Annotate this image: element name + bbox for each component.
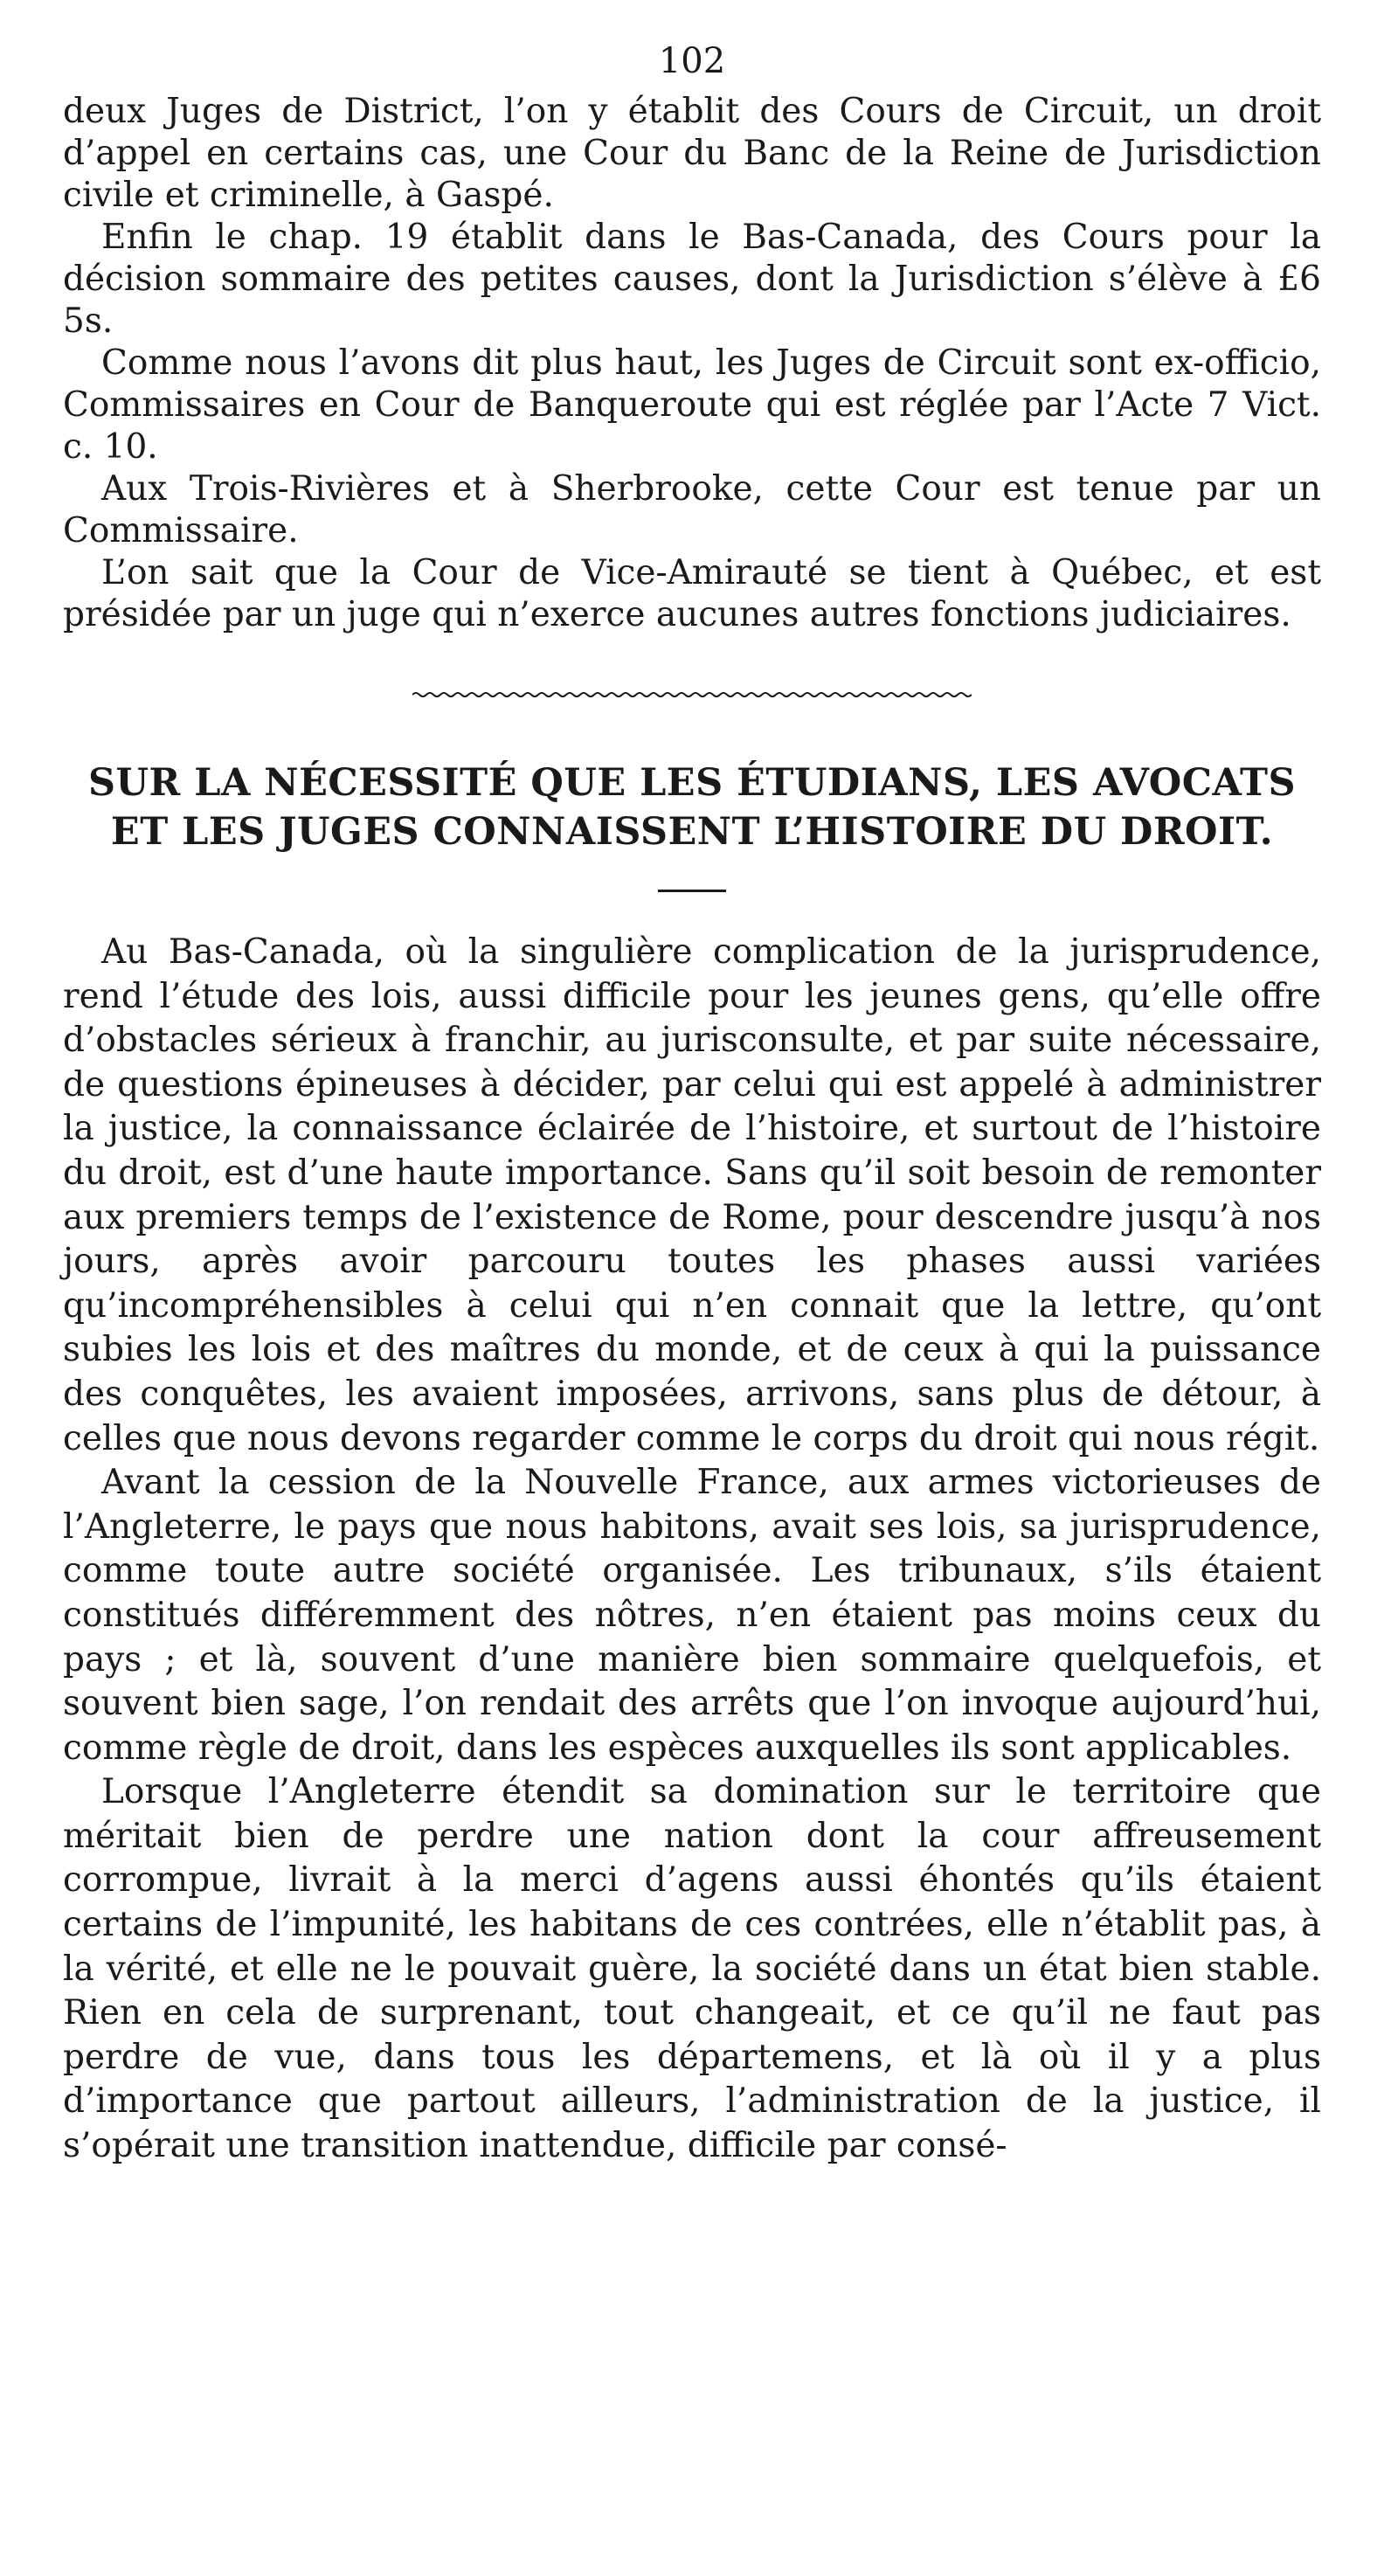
paragraph-vice-amiraute: L’on sait que la Cour de Vice-Amirauté se tient à Québec, et est présidée par un juge qui n’exerce aucunes autres fonctions judiciaires.: [63, 553, 1321, 634]
top-text-block: [63, 91, 1321, 636]
paragraph-continued: deux Juges de District, l’on y établit des Cours de Circuit, un droit d’appel en certains cas, une Cour du Banc de la Reine de Jurisdiction civile et criminelle, à Gaspé.: [63, 92, 1321, 215]
heading-rule: [658, 890, 726, 892]
section-heading-line-1: SUR LA NÉCESSITÉ QUE LES ÉTUDIANS, LES AVOCATS: [87, 761, 1297, 805]
wavy-divider: [412, 690, 972, 699]
wavy-line-icon: [412, 690, 972, 699]
section-body: [63, 931, 1321, 2169]
paragraph-trois-rivieres: Aux Trois-Rivières et à Sherbrooke, cette Cour est tenue par un Commissaire.: [63, 469, 1321, 551]
paragraph-nouvelle-france: Avant la cession de la Nouvelle France, aux armes victorieuses de l’Angleterre, le pays que nous habitons, avait ses lois, sa jurisprudence, comme toute autre société organisée. Les tribunaux, s’ils étaient constitués différemment des nôtres, n’en étaient pas moins ceux du pays ; et là, souvent d’une manière bien sommaire quelquefois, et souvent bien sage, l’on rendait des arrêts que l’on invoque aujourd’hui, comme règle de droit, dans les espèces auxquelles ils sont applicables.: [63, 1463, 1321, 1768]
section-heading-line-2: ET LES JUGES CONNAISSENT L’HISTOIRE DU DROIT.: [110, 810, 1274, 854]
paragraph-angleterre: Lorsque l’Angleterre étendit sa domination sur le territoire que méritait bien de perdre une nation dont la cour affreusement corrompue, livrait à la merci d’agens aussi éhontés qu’ils étaient certains de l’impunité, les habitans de ces contrées, elle n’établit pas, à la vérité, et elle ne le pouvait guère, la société dans un état bien stable. Rien en cela de surprenant, tout changeait, et ce qu’il ne faut pas perdre de vue, dans tous les départemens, et là où il y a plus d’importance que partout ailleurs, l’administration de la justice, il s’opérait une transition inattendue, difficile par consé-: [63, 1772, 1321, 2166]
paragraph-bas-canada: Au Bas-Canada, où la singulière complication de la jurisprudence, rend l’étude des lois, aussi difficile pour les jeunes gens, qu’elle offre d’obstacles sérieux à franchir, au jurisconsulte, et par suite nécessaire, de questions épineuses à décider, par celui qui est appelé à administrer la justice, la connaissance éclairée de l’histoire, et surtout de l’histoire du droit, est d’une haute importance. Sans qu’il soit besoin de remonter aux premiers temps de l’existence de Rome, pour descendre jusqu’à nos jours, après avoir parcouru toutes les phases aussi variées qu’incompréhensibles à celui qui n’en connait que la lettre, qu’ont subies les lois et des maîtres du monde, et de ceux à qui la puissance des conquêtes, les avaient imposées, arrivons, sans plus de détour, à celles que nous devons regarder comme le corps du droit qui nous régit.: [63, 932, 1321, 1458]
page-number: 102: [658, 41, 726, 81]
paragraph-banqueroute: Comme nous l’avons dit plus haut, les Juges de Circuit sont ex-officio, Commissaires en Cour de Banqueroute qui est réglée par l’Acte 7 Vict. c. 10.: [63, 343, 1321, 467]
section-heading: [63, 758, 1321, 856]
book-page: [63, 35, 1321, 2169]
paragraph-petites-causes: Enfin le chap. 19 établit dans le Bas-Canada, des Cours pour la décision sommaire des petites causes, dont la Jurisdiction s’élève à £6 5s.: [63, 218, 1321, 341]
